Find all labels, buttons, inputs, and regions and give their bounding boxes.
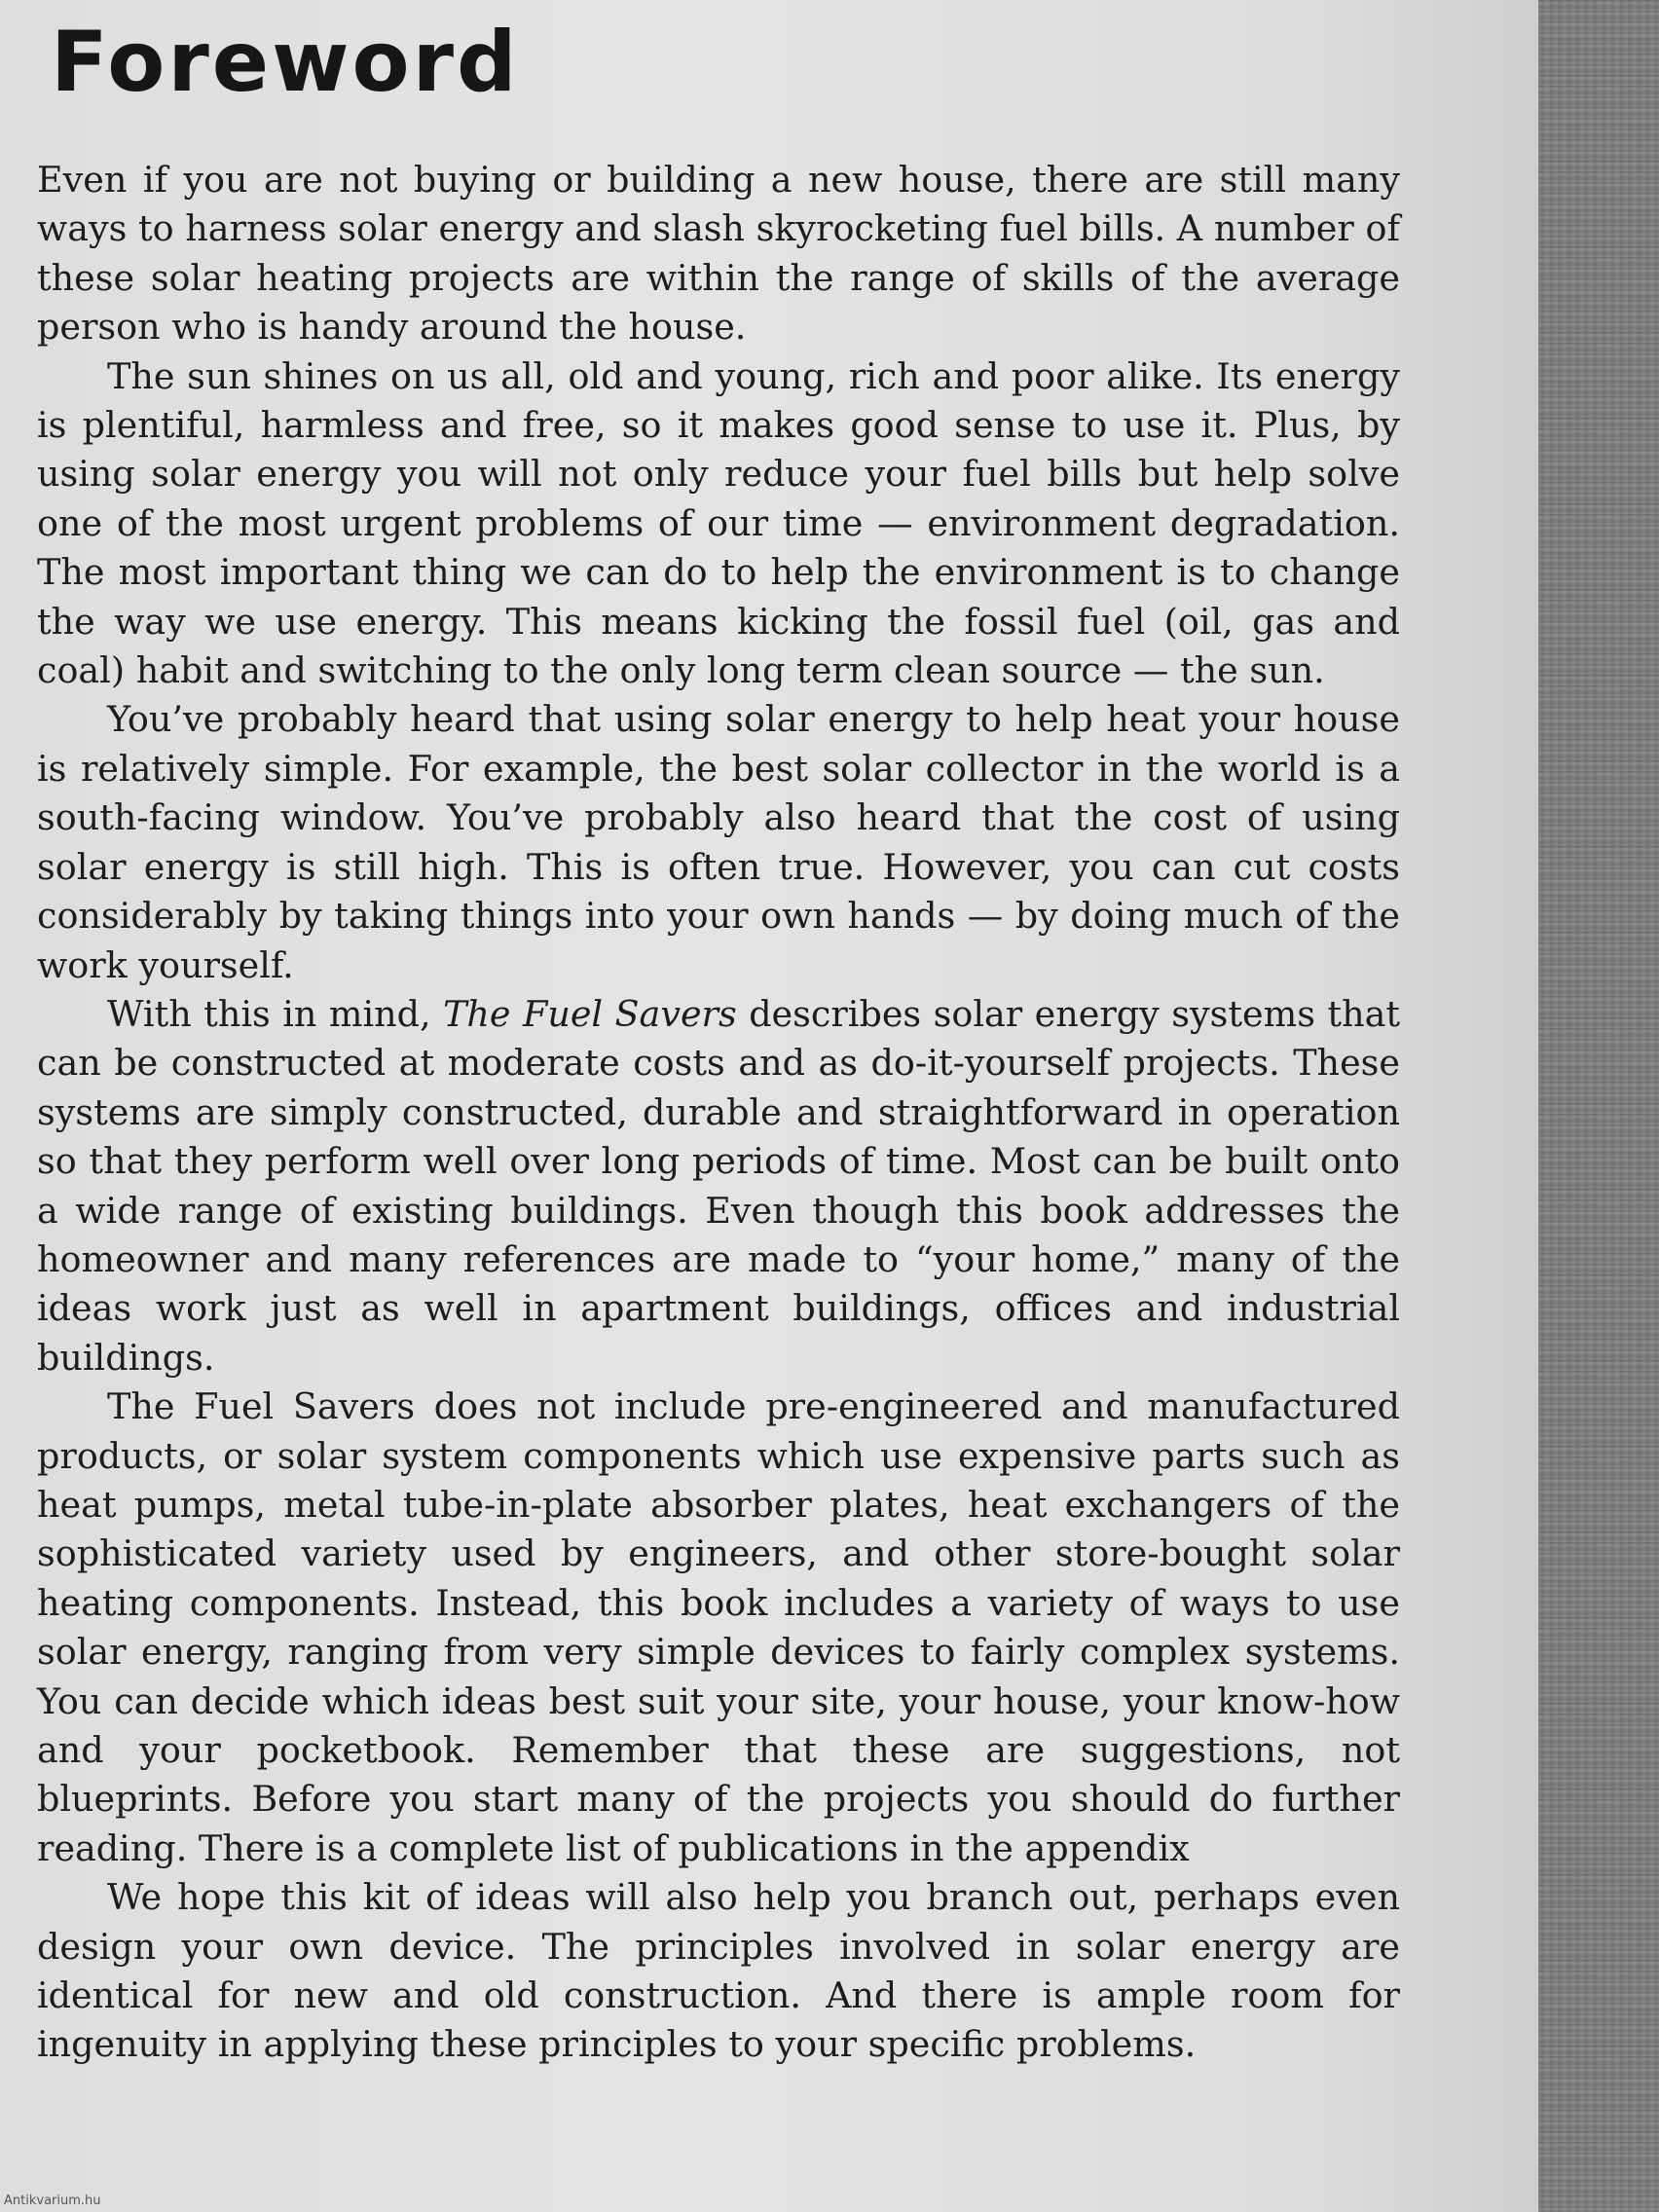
paragraph-1: Even if you are not buying or building a new house, there are still many ways to harness solar energy and slash skyrocketing fuel bills. A number of these solar heating projects are within the range of skills of the average person who is handy around the house. [37, 159, 1400, 349]
paragraph-6: We hope this kit of ideas will also help you branch out, perhaps even design your own device. The principles involved in solar energy are identical for new and old construction. And there is ample room for ingenuity in applying these principles to your specific problems. [37, 1876, 1400, 2066]
paragraph-4-rest: describes solar energy systems that can be constructed at moderate costs and as do-it-yourself projects. These systems are simply constructed, durable and straightforward in operation so that they perform well over long periods of time. Most can be built onto a wide range of existing buildings. Even though this book addresses the homeowner and many references are made to “your home,” many of the ideas work just as well in apartment buildings, offices and industrial buildings. [37, 992, 1401, 1379]
book-title-italic: The Fuel Savers [443, 992, 737, 1035]
paragraph-4-lead: With this in mind, [107, 992, 444, 1035]
foreword-body [37, 156, 1400, 2070]
paragraph-4 [37, 990, 1400, 1382]
book-spine [1538, 0, 1659, 2212]
watermark: Antikvarium.hu [4, 2194, 101, 2208]
page-title: Foreword [51, 14, 520, 111]
paragraph-5: The Fuel Savers does not include pre-engineered and manufactured products, or solar system components which use expensive parts such as heat pumps, metal tube-in-plate absorber plates, heat exchangers of the sophisticated variety used by engineers, and other store-bought solar heating components. Instead, this book includes a variety of ways to use solar energy, ranging from very simple devices to fairly complex systems. You can decide which ideas best suit your site, your house, your know-how and your pocketbook. Remember that these are suggestions, not blueprints. Before you start many of the projects you should do further reading. There is a complete list of publications in the appendix [37, 1385, 1400, 1869]
paragraph-3: You’ve probably heard that using solar energy to help heat your house is relatively simple. For example, the best solar collector in the world is a south-facing window. You’ve probably also heard that the cost of using solar energy is still high. This is often true. However, you can cut costs considerably by taking things into your own hands — by doing much of the work yourself. [37, 698, 1400, 986]
paragraph-2: The sun shines on us all, old and young, rich and poor alike. Its energy is plentiful, harmless and free, so it makes good sense to use it. Plus, by using solar energy you will not only reduce your fuel bills but help solve one of the most urgent problems of our time — environment degradation. The most important thing we can do to help the environment is to change the way we use energy. This means kicking the fossil fuel (oil, gas and coal) habit and switching to the only long term clean source — the sun. [37, 354, 1400, 692]
